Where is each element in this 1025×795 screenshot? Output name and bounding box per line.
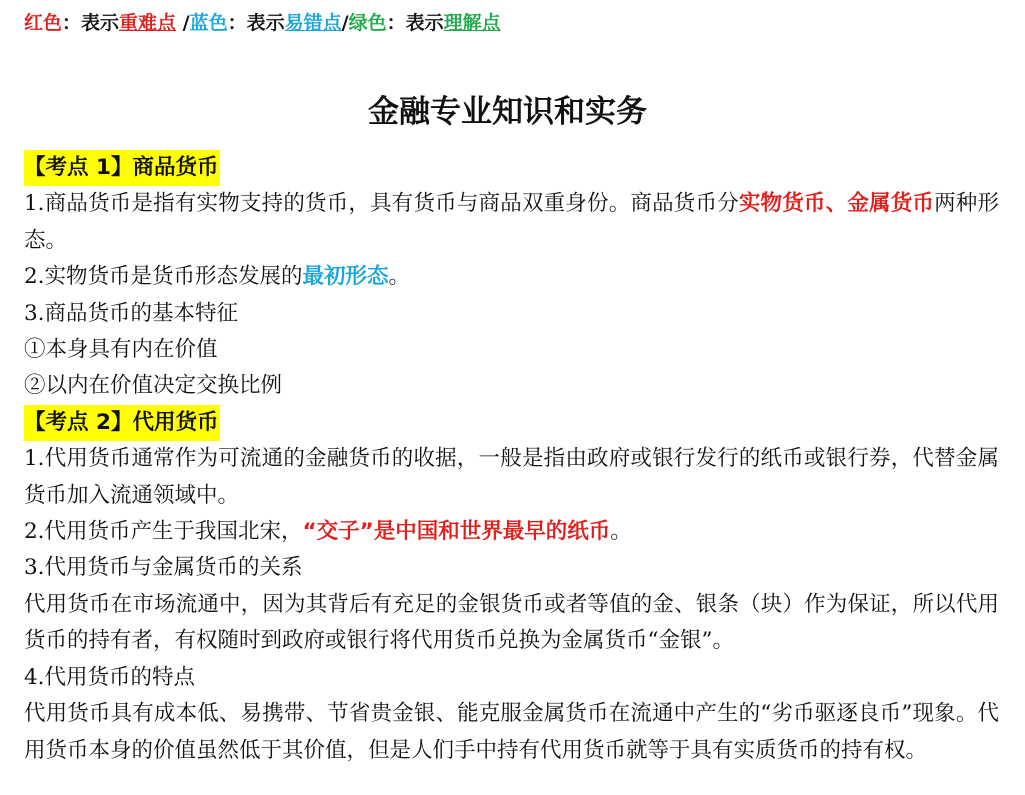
paragraph (24, 186, 999, 259)
color-legend (24, 10, 501, 36)
section-heading: 【考点 2】代用货币 (24, 405, 220, 441)
legend-red-term: 重难点 (119, 12, 177, 34)
legend-green-label: 绿色 (348, 12, 387, 34)
paragraph-text: 。 (388, 264, 411, 290)
legend-slash: / (341, 12, 349, 34)
paragraph: ②以内在价值决定交换比例 (24, 373, 283, 399)
key-point-text: “交子”是中国和世界最早的纸币 (302, 519, 611, 545)
section-heading-row (24, 150, 999, 186)
document-body (24, 150, 999, 769)
section-heading-row (24, 405, 999, 441)
paragraph-text: 1.商品货币是指有实物支持的货币，具有货币与商品双重身份。商品货币分 (24, 191, 739, 217)
paragraph: 4.代用货币的特点 (24, 664, 196, 690)
paragraph-text: 2.实物货币是货币形态发展的 (24, 264, 303, 290)
legend-blue-label: 蓝色 (189, 12, 228, 34)
paragraph (24, 259, 999, 295)
paragraph: 代用货币在市场流通中，因为其背后有充足的金银货币或者等值的金、银条（块）作为保证，所以代用货币的持有者，有权随时到政府或银行将代用货币兑换为金属货币“金银”。 (24, 591, 999, 654)
paragraph: 3.商品货币的基本特征 (24, 300, 239, 326)
legend-green-separator: ：表示 (386, 12, 444, 34)
paragraph: 3.代用货币与金属货币的关系 (24, 555, 303, 581)
paragraph (24, 514, 999, 550)
section-heading: 【考点 1】商品货币 (24, 150, 220, 186)
document-title: 金融专业知识和实务 (368, 94, 647, 130)
paragraph: 1.代用货币通常作为可流通的金融货币的收据，一般是指由政府或银行发行的纸币或银行券，代替金属货币加入流通领域中。 (24, 446, 999, 508)
error-prone-text: 最初形态 (302, 264, 389, 290)
paragraph-text: 2.代用货币产生于我国北宋， (24, 519, 303, 545)
key-point-text: 实物货币、金属货币 (738, 191, 935, 217)
legend-slash: / (176, 12, 190, 34)
legend-blue-term: 易错点 (284, 12, 342, 34)
legend-red-separator: ：表示 (62, 12, 120, 34)
paragraph: ①本身具有内在价值 (24, 337, 218, 363)
paragraph-text: 两种形态。 (24, 191, 999, 253)
paragraph-text: 。 (610, 519, 632, 545)
paragraph: 代用货币具有成本低、易携带、节省贵金银、能克服金属货币在流通中产生的“劣币驱逐良币”现象。代用货币本身的价值虽然低于其价值，但是人们手中持有代用货币就等于具有实质货币的持有权。 (24, 701, 999, 763)
legend-red-label: 红色 (24, 12, 63, 34)
legend-blue-separator: ：表示 (227, 12, 285, 34)
legend-green-term: 理解点 (443, 12, 501, 34)
